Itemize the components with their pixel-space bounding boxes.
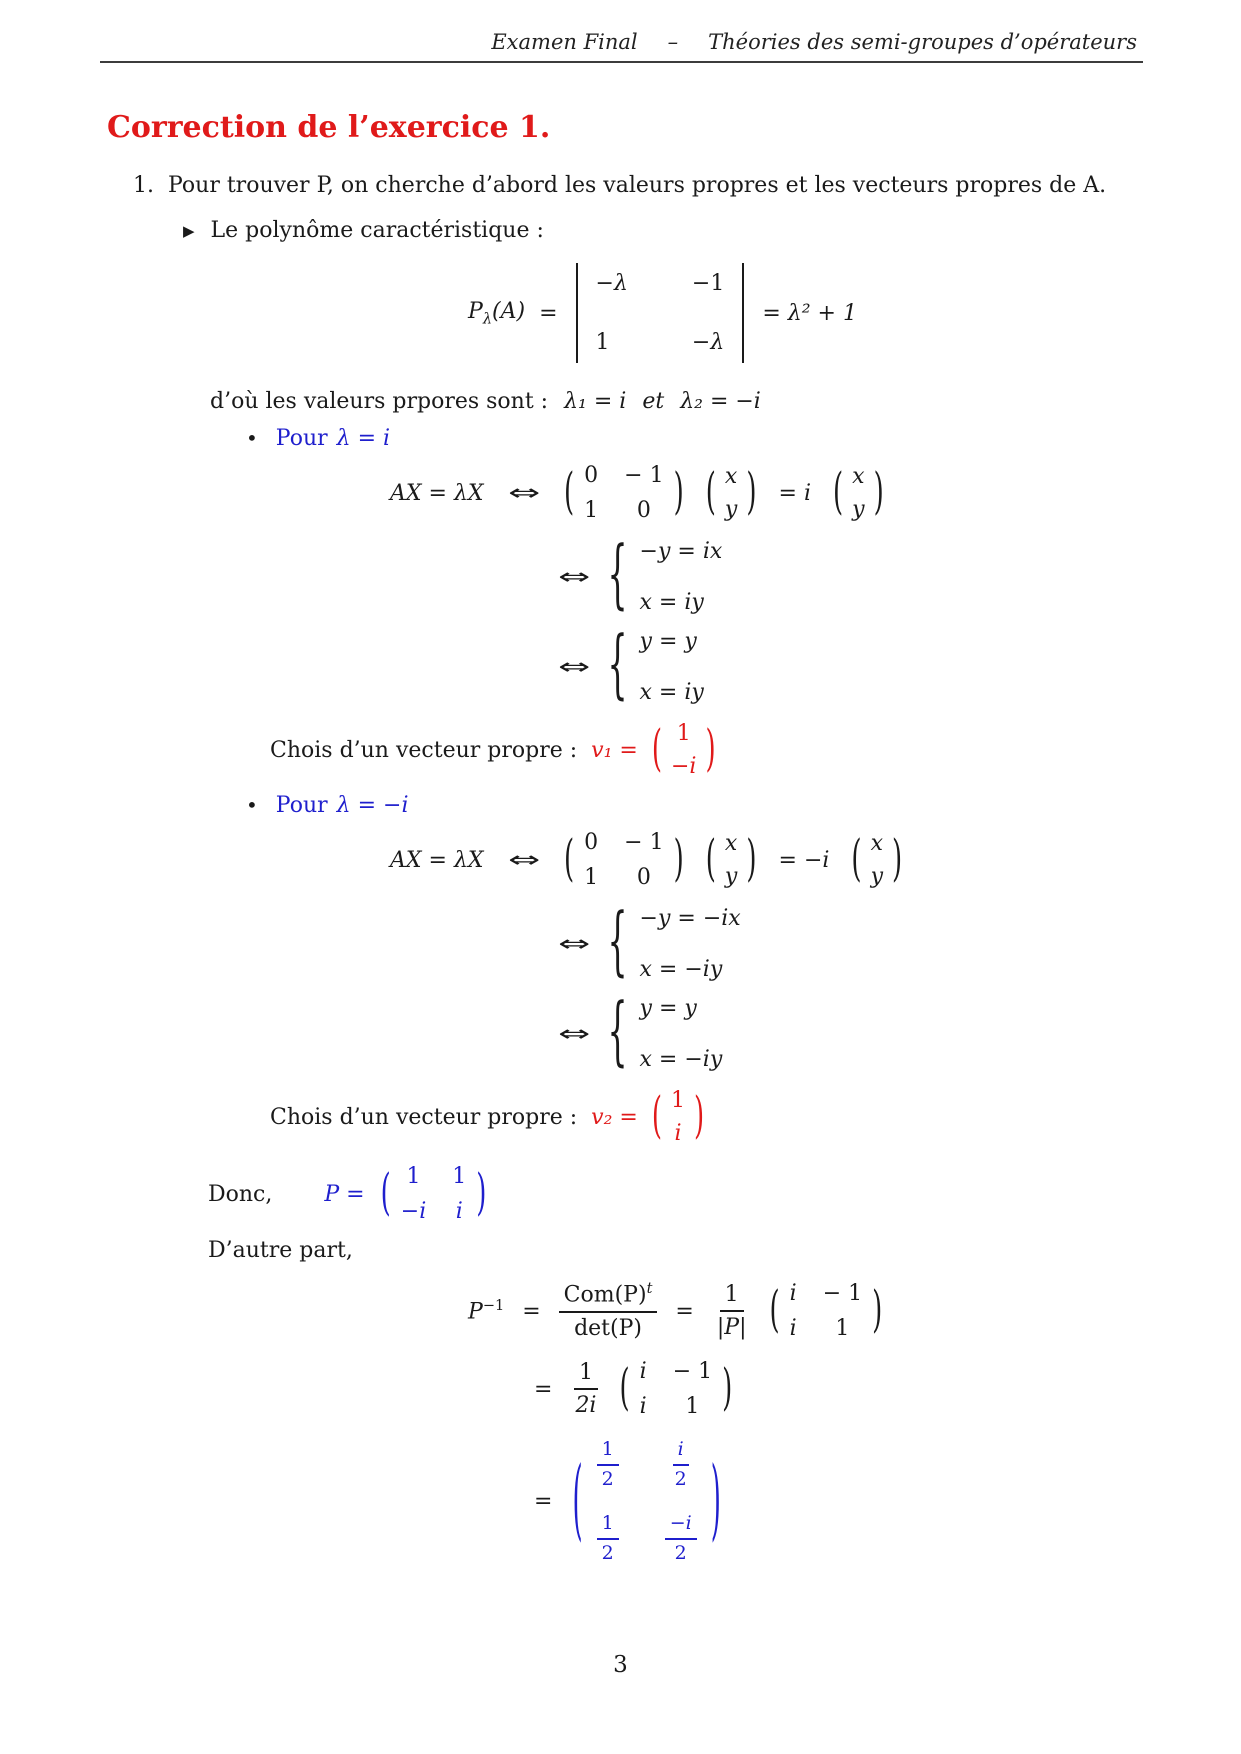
running-header bbox=[491, 30, 1137, 54]
item-text: Pour trouver P, on cherche d’abord les valeurs propres et les vecteurs propres de A. bbox=[168, 173, 1107, 198]
system-line: x = iy bbox=[639, 590, 704, 615]
et-word: et bbox=[642, 389, 665, 414]
ax-lhs: AX = λX bbox=[390, 847, 484, 873]
matrix-A: ( 0 − 1 1 0 ) bbox=[564, 463, 684, 523]
matrix-cell-fraction: $\frac{i}{2}$ bbox=[674, 1438, 687, 1490]
det-bar-right bbox=[742, 263, 744, 363]
page-content bbox=[0, 96, 1241, 1568]
lambda1-value: λ₁ = i bbox=[564, 389, 627, 414]
case-i-system-1 bbox=[556, 532, 1241, 620]
vector-v1: ( 1 −i ) bbox=[651, 721, 716, 779]
v2-label: v₂ = bbox=[591, 1104, 638, 1130]
eigenvalues-line bbox=[210, 389, 1241, 414]
det-cell: −λ bbox=[691, 330, 725, 355]
system-line: −y = ix bbox=[639, 539, 723, 564]
cases-brace: { bbox=[607, 622, 629, 710]
p-inverse-line-3 bbox=[534, 1435, 1241, 1568]
case-minus-i-bullet-line bbox=[246, 793, 1241, 818]
equals-sign: = bbox=[534, 1489, 553, 1515]
item-number: 1. bbox=[133, 173, 154, 198]
p-inverse-line-1 bbox=[468, 1279, 1241, 1343]
det-cell: 1 bbox=[595, 330, 610, 355]
p-inverse-lhs: $P^{-1}$ bbox=[468, 1297, 505, 1325]
case-i-eigen-equation bbox=[390, 461, 1241, 525]
charpoly-bullet-line bbox=[183, 218, 1241, 243]
v1-label: v₁ = bbox=[591, 737, 638, 763]
matrix-P: ( 1 1 −i i ) bbox=[380, 1164, 487, 1224]
header-rule bbox=[100, 61, 1143, 63]
header-course-title: Théories des semi-groupes d’opérateurs bbox=[708, 30, 1137, 54]
cases-brace: { bbox=[607, 899, 629, 987]
system-line: y = y bbox=[639, 996, 697, 1021]
iff-arrow-icon: ⇔ bbox=[507, 480, 540, 506]
iff-arrow-icon: ⇔ bbox=[558, 654, 591, 680]
header-exam-title: Examen Final bbox=[491, 30, 638, 54]
det-cell: −1 bbox=[691, 271, 725, 296]
list-item-1 bbox=[133, 173, 1241, 198]
iff-arrow-icon: ⇔ bbox=[558, 1021, 591, 1047]
vector-xy: ( x y ) bbox=[832, 464, 884, 522]
lambda2-value: λ₂ = −i bbox=[680, 389, 761, 414]
charpoly-result: = λ² + 1 bbox=[762, 300, 857, 326]
vector-xy: ( x y ) bbox=[705, 464, 757, 522]
case-minus-i-label: Pour λ = −i bbox=[275, 793, 409, 818]
com-det-fraction: $\frac{Com(P)^t}{\det(P)}$ bbox=[559, 1281, 658, 1341]
matrix-cell-fraction: $\frac{-i}{2}$ bbox=[665, 1513, 697, 1565]
case-minus-i-eigen-equation bbox=[390, 828, 1241, 892]
dautre-part-line: D’autre part, bbox=[208, 1238, 353, 1263]
one-over-detP-fraction: $\frac{1}{|P|}$ bbox=[716, 1281, 747, 1340]
matrix-P-line bbox=[208, 1162, 1241, 1226]
iff-arrow-icon: ⇔ bbox=[558, 564, 591, 590]
vector-v2: ( 1 i ) bbox=[651, 1088, 705, 1146]
system-line: x = iy bbox=[639, 680, 704, 705]
header-dash: – bbox=[667, 30, 679, 54]
system-line: x = −iy bbox=[639, 1047, 723, 1072]
case-i-bullet-line bbox=[246, 426, 1241, 451]
determinant bbox=[576, 263, 745, 363]
p-inverse-line-2 bbox=[534, 1357, 1241, 1421]
bullet-icon: • bbox=[246, 793, 258, 817]
det-cell: −λ bbox=[595, 271, 628, 296]
choice-text: Chois d’un vecteur propre : bbox=[270, 737, 578, 763]
ax-lhs: AX = λX bbox=[390, 480, 484, 506]
equals-sign: = bbox=[534, 1376, 553, 1402]
one-over-2i-fraction: $\frac{1}{2i}$ bbox=[575, 1359, 597, 1418]
case-i-eigenvector-choice bbox=[270, 719, 1241, 781]
case-i-label: Pour λ = i bbox=[275, 426, 391, 451]
section-title: Correction de l’exercice 1. bbox=[107, 110, 551, 145]
case-minus-i-system-1 bbox=[556, 899, 1241, 987]
choice-text: Chois d’un vecteur propre : bbox=[270, 1104, 578, 1130]
p-inverse-result-matrix: ( $\frac{1}{2}$ $\frac{i}{2}$ $\frac{1}{2}$ $\frac{-i}{2}$ ) bbox=[572, 1438, 721, 1564]
system-line: y = y bbox=[639, 629, 697, 654]
equals-minus-i: = −i bbox=[778, 847, 830, 873]
bullet-icon: • bbox=[246, 426, 258, 450]
donc-word: Donc, bbox=[208, 1181, 273, 1207]
equals-sign: = bbox=[522, 1298, 541, 1324]
matrix-cell-fraction: $\frac{1}{2}$ bbox=[597, 1439, 619, 1491]
charpoly-equation bbox=[468, 263, 1241, 363]
cases-brace: { bbox=[607, 989, 629, 1077]
charpoly-label: Le polynôme caractéristique : bbox=[210, 218, 544, 243]
equals-sign: = bbox=[539, 300, 558, 326]
case-minus-i-eigenvector-choice bbox=[270, 1086, 1241, 1148]
vector-xy: ( x y ) bbox=[851, 831, 903, 889]
page-number: 3 bbox=[613, 1652, 628, 1678]
matrix-cell-fraction: $\frac{1}{2}$ bbox=[597, 1513, 619, 1565]
cases-brace: { bbox=[607, 532, 629, 620]
eigenvalues-text: d’où les valeurs prpores sont : bbox=[210, 389, 549, 414]
cofactor-matrix: ( i − 1 i 1 ) bbox=[769, 1281, 883, 1341]
system-line: x = −iy bbox=[639, 957, 723, 982]
charpoly-lhs: $P_\lambda(A)$ bbox=[468, 298, 526, 328]
iff-arrow-icon: ⇔ bbox=[558, 931, 591, 957]
P-equals: P = bbox=[324, 1181, 365, 1207]
vector-xy: ( x y ) bbox=[705, 831, 757, 889]
case-minus-i-system-2 bbox=[556, 989, 1241, 1077]
case-i-system-2 bbox=[556, 622, 1241, 710]
system-line: −y = −ix bbox=[639, 906, 741, 931]
matrix-A: ( 0 − 1 1 0 ) bbox=[564, 830, 684, 890]
equals-sign: = bbox=[675, 1298, 694, 1324]
triangle-bullet-icon: ▶ bbox=[183, 221, 195, 240]
iff-arrow-icon: ⇔ bbox=[507, 847, 540, 873]
cofactor-matrix: ( i − 1 i 1 ) bbox=[619, 1359, 733, 1419]
equals-i: = i bbox=[778, 480, 811, 506]
